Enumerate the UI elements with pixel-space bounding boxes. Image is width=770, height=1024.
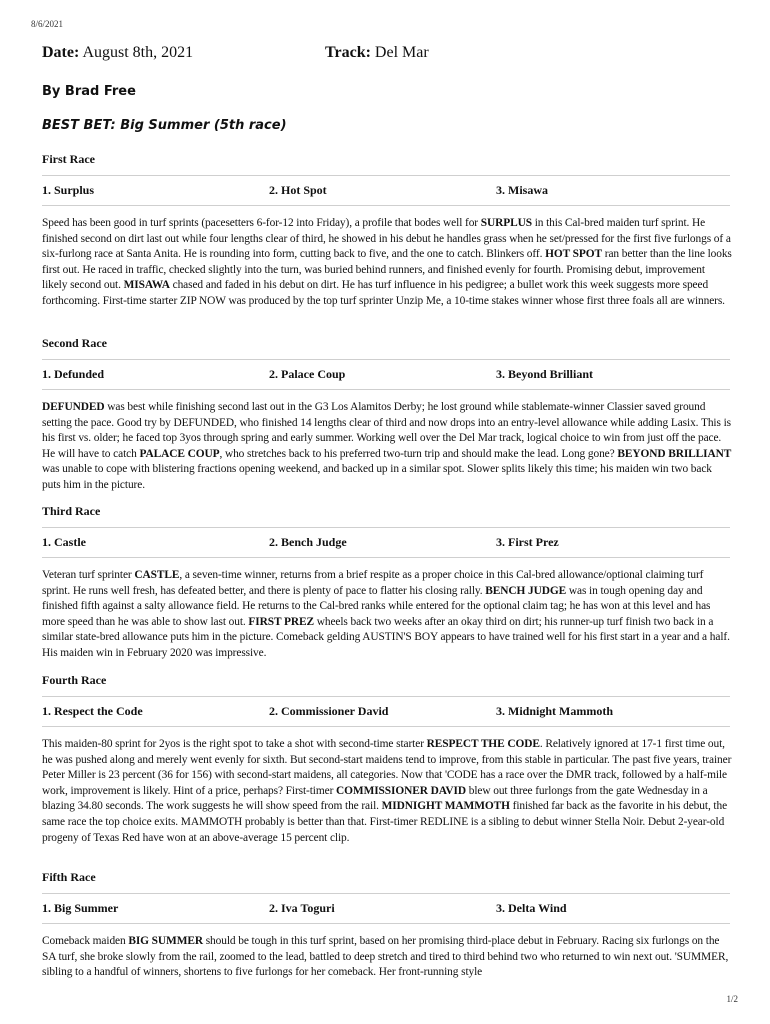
race-date [42, 44, 193, 62]
horse-name: MIDNIGHT MAMMOTH [381, 800, 510, 813]
race-track [325, 44, 429, 62]
analysis-text: finished far back as the favorite in his debut, the same race the top choice exits. MAMMOTH probably is better than that. First-timer REDLINE is a sibling to debut winner Stella Noir. Debut 2-year-old progeny of Texas Red have won at an above-average 15 percent clip. [42, 800, 728, 844]
race-section [42, 673, 730, 846]
pick-first: 1. Surplus [42, 183, 95, 197]
pick-first: 1. Castle [42, 535, 86, 549]
analysis-text: Veteran turf sprinter [42, 569, 135, 581]
analysis-text: . Relatively ignored at 17-1 first time out, he was pushed along and merely went evenly for sixth. But second-start maidens tend to improve, from this stable in particular. The past five years, trainer Peter Miller is 23 percent (36 for 156) with second-start maidens, all categories. Now that 'CODE has a race over the DMR track, followed by a half-mile work, improvement is likely. Hint of a price, perhaps? First-timer [42, 738, 732, 797]
pick-third: 3. First Prez [496, 535, 559, 549]
race-title: Fifth Race [42, 870, 96, 884]
date-label: Date: [42, 44, 80, 61]
race-analysis [42, 568, 732, 662]
analysis-text: Comeback maiden [42, 935, 129, 947]
picks-row [42, 359, 730, 390]
race-title: First Race [42, 152, 95, 166]
horse-name: FIRST PREZ [248, 615, 314, 628]
race-title: Third Race [42, 504, 101, 518]
picks-row [42, 696, 730, 727]
pick-first: 1. Defunded [42, 367, 105, 381]
analysis-text: wheels back two weeks after an okay third on dirt; his runner-up turf finish two back in a similar state-bred allowance puts him in the picture. Comeback gelding AUSTIN'S BOY appears to have trained well for his first start in a year and a half. His maiden win in February 2020 was impressive. [42, 615, 730, 659]
analysis-text: blew out three furlongs from the gate Wednesday in a blazing 34.80 seconds. The work suggests he will show speed from the rail. [42, 784, 708, 813]
pick-third: 3. Delta Wind [496, 901, 567, 915]
analysis-text: in this Cal-bred maiden turf sprint. He finished second on dirt last out while four lengths clear of third, he showed in his debut he handles grass when he set/pressed for the first five furlongs of a six-furlong race at Santa Anita. He is rounding into form, cutting back to five, and the one to catch. Blinkers off. [42, 217, 731, 261]
analysis-text: , a seven-time winner, returns from a brief respite as a proper choice in this Cal-bred allowance/optional claiming turf sprint. He runs well fresh, has defeated better, and there is plenty of pace to flatter his closing rally. [42, 569, 704, 597]
date-value: August 8th, 2021 [82, 44, 194, 61]
track-label: Track: [325, 44, 371, 61]
analysis-text: , who stretches back to his preferred two-turn trip and should make the lead. Long gone? [219, 447, 618, 460]
pick-second: 2. Bench Judge [269, 535, 347, 549]
race-section [42, 504, 730, 662]
analysis-text: chased and faded in his debut on dirt. He has turf influence in his pedigree; a bullet work this week suggests more speed forthcoming. First-time starter ZIP NOW was produced by the top turf sprinter Unzip Me, a 10-time stakes winner whose first three foals all are winners. [42, 279, 725, 307]
page-number: 1/2 [726, 994, 738, 1004]
race-title: Second Race [42, 336, 107, 350]
pick-third: 3. Midnight Mammoth [496, 704, 613, 718]
pick-second: 2. Iva Toguri [269, 901, 335, 915]
horse-name: RESPECT THE CODE [426, 738, 540, 750]
picks-row [42, 175, 730, 206]
horse-name: CASTLE [134, 569, 180, 581]
race-title: Fourth Race [42, 673, 107, 687]
pick-second: 2. Commissioner David [269, 704, 389, 718]
analysis-text: This maiden-80 sprint for 2yos is the right spot to take a shot with second-time starter [42, 738, 427, 750]
pick-second: 2. Palace Coup [269, 367, 346, 381]
analysis-text: Speed has been good in turf sprints (pacesetters 6-for-12 into Friday), a profile that bodes well for [42, 217, 481, 229]
race-section [42, 152, 730, 310]
race-analysis [42, 216, 732, 310]
print-date: 8/6/2021 [31, 19, 64, 29]
pick-third: 3. Misawa [496, 183, 548, 197]
horse-name: HOT SPOT [545, 248, 602, 261]
track-value: Del Mar [374, 44, 429, 61]
horse-name: MISAWA [123, 279, 170, 292]
horse-name: SURPLUS [480, 217, 532, 229]
race-section [42, 870, 730, 981]
pick-second: 2. Hot Spot [269, 183, 327, 197]
race-analysis [42, 934, 732, 981]
picks-row [42, 527, 730, 558]
byline: By Brad Free [42, 84, 136, 99]
pick-third: 3. Beyond Brilliant [496, 367, 594, 381]
horse-name: BIG SUMMER [128, 935, 203, 947]
race-analysis [42, 400, 732, 494]
horse-name: BEYOND BRILLIANT [617, 447, 732, 460]
picks-row [42, 893, 730, 924]
best-bet: BEST BET: Big Summer (5th race) [42, 118, 287, 133]
analysis-text: ran better than the line looks first out. He raced in traffic, checked slightly into the turn, was buried behind runners, and finished evenly for fourth. Promising debut, improvement likely second out. [42, 248, 732, 292]
horse-name: COMMISSIONER DAVID [336, 784, 466, 797]
analysis-text: was unable to cope with blistering fractions opening weekend, and backed up in a similar spot. Slower splits likely this time; his maiden win two back puts him in the picture. [42, 463, 712, 491]
horse-name: DEFUNDED [42, 401, 105, 413]
race-analysis [42, 737, 732, 846]
pick-first: 1. Respect the Code [42, 704, 143, 718]
horse-name: BENCH JUDGE [485, 584, 567, 597]
horse-name: PALACE COUP [139, 447, 220, 460]
analysis-text: was best while finishing second last out in the G3 Los Alamitos Derby; he lost ground while stablemate-winner Classier saved ground setting the pace. Good try by DEFUNDED, who finished 14 lengths clear of third and now drops into an entry-level allowance while adding Lasix. This is his first vs. older; he faced top 3yos through spring and early summer. Working well over the Del Mar track, logical choice to win from just off the pace. He will have to catch [42, 401, 731, 460]
analysis-text: was in tough opening day and finished fifth against a salty allowance field. He returns to the Cal-bred ranks while entered for the optional claim tag; he has won at this level and has more speed than he was able to show last out. [42, 584, 711, 628]
analysis-text: should be tough in this turf sprint, based on her promising third-place debut in February. Racing six furlongs on the SA turf, she broke slowly from the rail, zoomed to the lead, battled to deep stretch and tired to third behind two who returned to win next out. 'SUMMER, sibling to a handful of winners, shortens to five furlongs for her comeback. Her front-running style [42, 935, 729, 979]
race-section [42, 336, 730, 494]
pick-first: 1. Big Summer [42, 901, 119, 915]
